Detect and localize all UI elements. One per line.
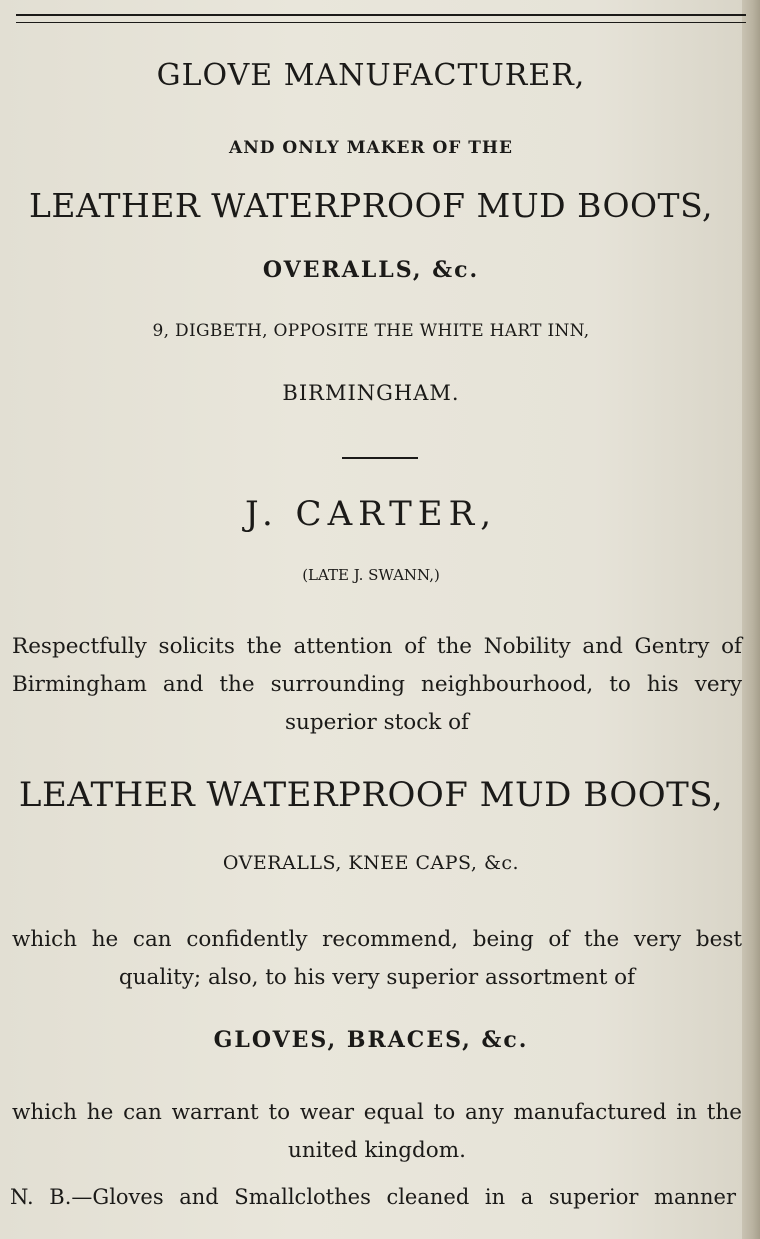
paragraph-line: united kingdom. <box>288 1138 466 1163</box>
overalls-line: OVERALLS, &c. <box>262 257 480 283</box>
header-title: GLOVE MANUFACTURER, <box>156 58 586 93</box>
paragraph-recommend <box>12 921 742 997</box>
section-divider <box>342 457 418 459</box>
address-line: 9, DIGBETH, OPPOSITE THE WHITE HART INN, <box>152 321 590 341</box>
product-headline-2: LEATHER WATERPROOF MUD BOOTS, <box>18 775 724 815</box>
city-line: BIRMINGHAM. <box>282 381 460 405</box>
paragraph-solicitation <box>12 628 742 742</box>
gloves-braces-line: GLOVES, BRACES, &c. <box>213 1027 529 1053</box>
product-headline: LEATHER WATERPROOF MUD BOOTS, <box>29 186 713 225</box>
only-maker-line: AND ONLY MAKER OF THE <box>229 138 513 158</box>
nb-note: N. B.—Gloves and Smallclothes cleaned in a superior manner <box>10 1185 736 1209</box>
paragraph-line: Respectfully solicits the attention of the Nobility and Gentry of <box>12 634 742 659</box>
overalls-knee-caps-line: OVERALLS, KNEE CAPS, &c. <box>222 852 520 874</box>
paragraph-line: which he can warrant to wear equal to any manufactured in the <box>12 1100 742 1125</box>
paragraph-line: quality; also, to his very superior assortment of <box>118 965 636 990</box>
top-rule <box>16 14 746 16</box>
top-rule-thin <box>16 22 746 23</box>
late-note: (LATE J. SWANN,) <box>302 566 440 584</box>
proprietor-name: J. CARTER, <box>244 494 498 534</box>
paragraph-warrant <box>12 1094 742 1170</box>
paragraph-line: which he can confidently recommend, being of the very best <box>12 927 742 952</box>
paragraph-line: superior stock of <box>285 710 469 735</box>
book-page-edge <box>742 0 760 1239</box>
paragraph-line: Birmingham and the surrounding neighbourhood, to his very <box>12 672 742 697</box>
